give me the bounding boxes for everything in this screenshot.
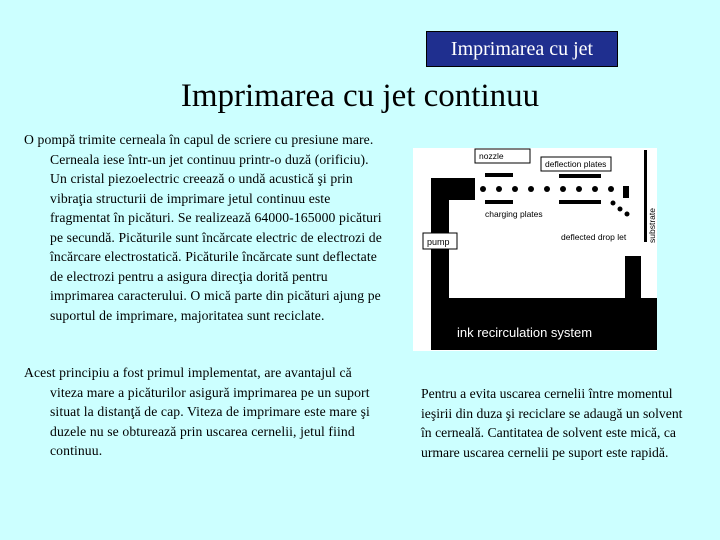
diagram-svg	[413, 148, 657, 351]
side-note: Pentru a evita uscarea cernelii între momentul ieşirii din duza şi reciclare se adaugă un solvent în cerneală. Cantitatea de solvent este mică, ca urmare uscarea cernelii pe suport este rapidă.	[421, 386, 683, 460]
print-head	[431, 178, 475, 200]
nozzle-label: nozzle	[479, 151, 504, 161]
gutter	[623, 186, 629, 198]
continuous-inkjet-diagram	[413, 148, 657, 351]
charging-plate-bottom	[485, 200, 513, 204]
pump-label: pump	[427, 237, 450, 247]
substrate-label: substrate	[647, 208, 657, 243]
header-tag: Imprimarea cu jet	[426, 31, 618, 67]
charging-plate-top	[485, 173, 513, 177]
deflection-plate-bottom	[559, 200, 601, 204]
deflection-plates-label: deflection plates	[545, 159, 607, 169]
return-pipe	[625, 256, 641, 300]
paragraph-principle: O pompă trimite cerneala în capul de scriere cu presiune mare. Cerneala iese într-un jet continuu printr-o duză (orificiu). Un cristal piezoelectric creează o undă acustică şi prin vibraţia structurii de imprimare jetul continuu este fragmentat în picături. Se realizează 64000-165000 picături pe secundă. Picăturile sunt încărcate electric de electrozi de încărcare electrostatică. Picăturile încărcate sunt deflectate de electrozi pentru a asigura direcţia dorită pentru imprimarea caracterului. O mică parte din picături ajung pe suportul de imprimare, majoritatea sunt reciclate.	[24, 132, 382, 323]
paragraph-advantages: Acest principiu a fost primul implementat, are avantajul că viteza mare a picăturilor asigură imprimarea pe un suport situat la distanţă de cap. Viteza de imprimare este mare şi duzele nu se obturează prin uscarea cernelii, jetul fiind continuu.	[24, 365, 370, 458]
deflected-droplet-label: deflected drop let	[561, 232, 627, 242]
slide-title: Imprimarea cu jet continuu	[180, 78, 540, 114]
charging-plates-label: charging plates	[485, 209, 543, 219]
ink-recirculation-label: ink recirculation system	[457, 325, 593, 340]
recirculation-base	[431, 298, 657, 350]
deflection-plate-top	[559, 174, 601, 178]
